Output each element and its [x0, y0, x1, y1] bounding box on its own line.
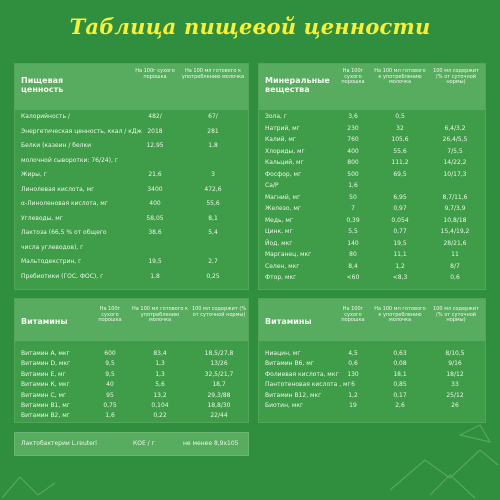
table-row	[265, 112, 479, 122]
vitamins-left-col-daily: 100 мл содержит (% от суточной нормы)	[191, 306, 247, 318]
table-row	[265, 216, 479, 226]
row-name: Калий, мг	[265, 136, 297, 143]
row-value-v3: 8,7/11,6	[442, 193, 468, 201]
table-row	[265, 158, 479, 168]
vitamins-right-col-powder: На 100г сухого порошка	[341, 306, 365, 324]
row-value-v3: 33	[451, 381, 459, 389]
row-value-v3: 10/17,3	[443, 170, 467, 178]
row-name: Витамин В12, мкг	[265, 391, 322, 399]
row-value-v2: 1,3	[155, 360, 165, 368]
table-row	[21, 156, 242, 166]
row-value-v1: 12,95	[146, 142, 164, 149]
row-name: α-Линоленовая кислота, мг	[21, 200, 108, 207]
row-name: Витамин С, мг	[21, 391, 67, 399]
vitamins-left-panel	[14, 298, 249, 423]
row-value-v2: 8,1	[208, 214, 218, 222]
row-name: Витамин Е, мг	[21, 370, 66, 378]
row-value-v1: 500	[347, 170, 359, 178]
row-name: Витамин А, мкг	[21, 350, 70, 357]
row-value-v2: 0,08	[393, 360, 407, 368]
row-value-v2: 55,6	[393, 147, 407, 155]
row-value-v2: 0,22	[153, 412, 167, 420]
row-value-v2: 55,6	[206, 200, 220, 207]
row-value-v1: 400	[149, 200, 161, 207]
row-value-v2: 0,5	[395, 113, 405, 120]
table-row	[265, 380, 479, 390]
row-value-v1: 40	[106, 381, 114, 389]
nutrition-header-label: Пищевая ценность	[21, 76, 64, 94]
row-value-v2: 19,5	[393, 239, 407, 247]
row-name: Жиры, г	[21, 171, 47, 178]
table-row	[265, 401, 479, 411]
row-value-v3: 8/10,5	[445, 350, 465, 357]
row-value-v2: 6,95	[393, 193, 407, 201]
row-value-v2: 281	[207, 127, 219, 135]
row-value-v2: 0,85	[393, 381, 407, 389]
row-value-v1: 95	[106, 391, 114, 399]
table-row	[265, 250, 479, 260]
row-value-v1: 130	[347, 370, 359, 378]
row-name: Селен, мкг	[265, 262, 300, 270]
row-name: Магний, мг	[265, 193, 301, 201]
table-row	[21, 359, 242, 369]
row-value-v1: 0,6	[348, 360, 358, 368]
row-value-v1: 8,4	[348, 262, 358, 270]
table-row	[21, 391, 242, 401]
row-value-v2: 105,6	[391, 136, 409, 143]
row-value-v3: 32,5/21,7	[204, 370, 234, 378]
row-value-v1: 38,6	[148, 229, 162, 236]
row-name: числа углеводов), г	[21, 243, 84, 251]
row-value-v1: 482/	[148, 113, 162, 120]
row-name: Пантотеновая кислота , мг	[265, 381, 351, 389]
row-value-v2: 3	[211, 171, 215, 178]
table-row	[265, 135, 479, 145]
table-row	[265, 124, 479, 134]
nutrition-col-ready: На 100 мл готового к употреблению молочка	[181, 68, 245, 80]
row-name: Фолиевая кислота, мкг	[265, 370, 339, 378]
lactobacteria-value: не менее 8,9х105	[183, 440, 239, 447]
row-value-v2: 0,25	[206, 272, 220, 280]
row-value-v1: 230	[347, 124, 359, 132]
row-value-v3: 28/21,6	[443, 239, 467, 247]
minerals-col-powder: На 100г сухого порошка	[341, 68, 365, 86]
row-value-v2: 1,3	[155, 370, 165, 378]
row-value-v1: 3,6	[348, 113, 358, 120]
row-value-v2: 18,1	[393, 370, 407, 378]
vitamins-left-col-ready: На 100 мл готового к употреблению молочка	[131, 306, 189, 324]
row-value-v1: 600	[104, 350, 116, 357]
row-value-v1: 400	[347, 147, 359, 155]
row-value-v1: <60	[346, 274, 360, 281]
row-name: Витамин D, мкг	[21, 360, 71, 368]
row-value-v3: 18,7	[212, 381, 226, 389]
row-value-v3: 7/5,5	[447, 147, 463, 155]
table-row	[265, 262, 479, 272]
vitamins-right-header	[259, 299, 485, 341]
row-value-v3: 26,4/5,5	[442, 136, 468, 143]
row-value-v3: 14/22,2	[443, 159, 467, 166]
row-value-v2: 0,17	[393, 391, 407, 399]
page-title: Таблица пищевой ценности	[69, 14, 431, 39]
row-name: Хлориды, мг	[265, 147, 305, 155]
table-row	[21, 411, 242, 421]
vitamins-right-header-label: Витамины	[265, 317, 312, 326]
row-value-v1: 1,6	[105, 412, 115, 420]
row-value-v1: 7	[351, 205, 355, 212]
table-row	[265, 181, 479, 191]
row-value-v3: 0,6	[450, 274, 460, 281]
lactobacteria-unit: КОЕ / г	[133, 440, 155, 447]
row-value-v2: 1,2	[395, 262, 405, 270]
row-value-v1: 1,2	[348, 391, 358, 399]
row-value-v3: 15,4/19,2	[440, 228, 470, 235]
table-row	[265, 349, 479, 359]
row-value-v2: <8,3	[392, 274, 408, 281]
table-row	[21, 141, 242, 151]
row-name: Линолевая кислота, мг	[21, 185, 95, 193]
lactobacteria-panel	[14, 432, 249, 456]
row-value-v3: 18/12	[446, 370, 464, 378]
row-value-v1: 50	[349, 193, 357, 201]
table-row	[21, 349, 242, 359]
table-row	[265, 170, 479, 180]
table-row	[265, 370, 479, 380]
table-row	[21, 370, 242, 380]
row-name: Марганец, мкг	[265, 251, 312, 258]
row-value-v3: 9/16	[448, 360, 462, 368]
row-value-v1: 58,05	[146, 214, 164, 222]
row-name: Лактоза (66,5 % от общего	[21, 229, 107, 236]
vitamins-right-col-daily: 100 мл содержит (% от суточной нормы)	[433, 306, 479, 324]
row-value-v2: 472,6	[204, 185, 222, 193]
table-row	[265, 239, 479, 249]
vitamins-left-header	[15, 299, 248, 341]
table-row	[21, 228, 242, 238]
row-value-v2: 1,8	[208, 142, 218, 149]
nutrition-col-powder: На 100г сухого порошка	[135, 68, 175, 80]
row-value-v1: 760	[347, 136, 359, 143]
row-name: Фтор, мкг	[265, 274, 297, 281]
row-name: Йод, мкг	[265, 239, 293, 247]
row-value-v2: 11,1	[393, 251, 407, 258]
row-value-v2: 0,104	[151, 402, 169, 409]
row-value-v1: 1,8	[150, 272, 160, 280]
table-row	[265, 359, 479, 369]
row-name: Натрий, мг	[265, 124, 300, 132]
row-name: молочной сыворотки: 76/24), г	[21, 156, 118, 164]
vitamins-left-header-label: Витамины	[21, 317, 68, 326]
row-value-v3: 22/44	[210, 412, 228, 420]
vitamins-right-col-ready: На 100 мл готового к употреблению молочка	[374, 306, 426, 324]
row-value-v1: 80	[349, 251, 357, 258]
row-value-v2: 5,6	[155, 381, 165, 389]
decoration-left	[0, 465, 60, 500]
table-row	[21, 243, 242, 253]
row-value-v2: 111,2	[391, 159, 409, 166]
table-row	[21, 112, 242, 122]
row-name: Фосфор, мг	[265, 170, 302, 178]
row-value-v3: 18,5/27,8	[204, 350, 234, 357]
table-row	[21, 199, 242, 209]
row-value-v1: 800	[347, 159, 359, 166]
row-value-v3: 10,8/18	[443, 216, 467, 224]
table-row	[21, 127, 242, 137]
row-value-v1: 4,5	[348, 350, 358, 357]
row-value-v1: 21,6	[148, 171, 162, 178]
row-value-v2: 0,77	[393, 228, 407, 235]
row-name: Витамин В1, мг	[21, 402, 70, 409]
row-value-v1: 140	[347, 239, 359, 247]
row-name: Мальтодекстрин, г	[21, 258, 82, 265]
row-value-v3: 18,8/30	[207, 402, 231, 409]
row-value-v3: 9,7/3,9	[444, 205, 466, 212]
table-row	[265, 147, 479, 157]
row-name: Пребиотики (ГОС, ФОС), г	[21, 272, 104, 280]
row-name: Железо, мг	[265, 205, 302, 212]
row-name: Углеводы, мг	[21, 214, 63, 222]
row-value-v1: 9,5	[105, 360, 115, 368]
row-name: Витамин В6, мг	[265, 360, 314, 368]
row-value-v1: 6	[351, 381, 355, 389]
row-value-v3: 29,3/88	[207, 391, 231, 399]
vitamins-right-panel	[258, 298, 486, 423]
minerals-col-daily: 100 мл содержит (% от суточной нормы)	[433, 68, 479, 86]
nutrition-header	[15, 64, 248, 110]
lactobacteria-name: Лактобактерии L.reuteri	[21, 440, 97, 447]
row-value-v3: 11	[451, 251, 459, 258]
row-value-v2: 67/	[208, 113, 218, 120]
row-value-v1: 9,5	[105, 370, 115, 378]
row-name: Цинк, мг	[265, 228, 293, 235]
minerals-col-ready: На 100 мл готового к употреблению молочка	[374, 68, 426, 86]
table-row	[21, 401, 242, 411]
table-row	[265, 193, 479, 203]
minerals-header	[259, 64, 485, 110]
row-value-v2: 32	[396, 124, 404, 132]
row-value-v2: 0,054	[391, 216, 409, 224]
table-row	[265, 391, 479, 401]
row-value-v2: 2,7	[208, 258, 218, 265]
row-value-v1: 2018	[147, 127, 163, 135]
row-name: Зола, г	[265, 113, 287, 120]
row-value-v1: 0,75	[103, 402, 117, 409]
table-row	[265, 227, 479, 237]
row-name: Биотин, мкг	[265, 402, 304, 409]
row-name: Калорийность /	[21, 113, 70, 120]
minerals-header-label: Минеральные вещества	[265, 76, 330, 94]
row-value-v2: 69,5	[393, 170, 407, 178]
row-name: Ca/P	[265, 182, 279, 189]
row-value-v1: 19	[349, 402, 357, 409]
row-value-v1: 19,5	[148, 258, 162, 265]
row-name: Кальций, мг	[265, 159, 304, 166]
table-row	[265, 204, 479, 214]
row-value-v3: 8/7	[450, 262, 460, 270]
row-value-v2: 83,4	[153, 350, 167, 357]
table-row	[21, 272, 242, 282]
table-row	[21, 214, 242, 224]
row-name: Белки (казеин / белки	[21, 142, 92, 149]
row-value-v2: 2,6	[395, 402, 405, 409]
row-value-v2: 0,63	[393, 350, 407, 357]
row-value-v3: 13/26	[210, 360, 228, 368]
row-name: Медь, мг	[265, 216, 294, 224]
row-value-v3: 26	[451, 402, 459, 409]
decoration-right	[380, 420, 500, 500]
table-row	[21, 257, 242, 267]
row-value-v3: 6,4/3,2	[444, 124, 466, 132]
row-value-v1: 3400	[147, 185, 163, 193]
row-value-v2: 5,4	[208, 229, 218, 236]
row-value-v2: 0,97	[393, 205, 407, 212]
table-row	[21, 380, 242, 390]
row-value-v1: 0,39	[346, 216, 360, 224]
table-row	[265, 273, 479, 283]
row-name: Витамин К, мкг	[21, 381, 70, 389]
row-value-v3: 25/12	[446, 391, 464, 399]
row-name: Витамин В2, мг	[21, 412, 70, 420]
row-name: Энергетическая ценность, ккал / кДж	[21, 127, 142, 135]
nutrition-panel	[14, 63, 249, 290]
minerals-panel	[258, 63, 486, 290]
row-value-v1: 1,6	[348, 182, 358, 189]
row-value-v2: 13,2	[153, 391, 167, 399]
table-row	[21, 185, 242, 195]
vitamins-left-col-powder: На 100г сухого порошка	[98, 306, 122, 324]
table-row	[21, 170, 242, 180]
row-name: Ниацин, мг	[265, 350, 301, 357]
row-value-v1: 5,5	[348, 228, 358, 235]
